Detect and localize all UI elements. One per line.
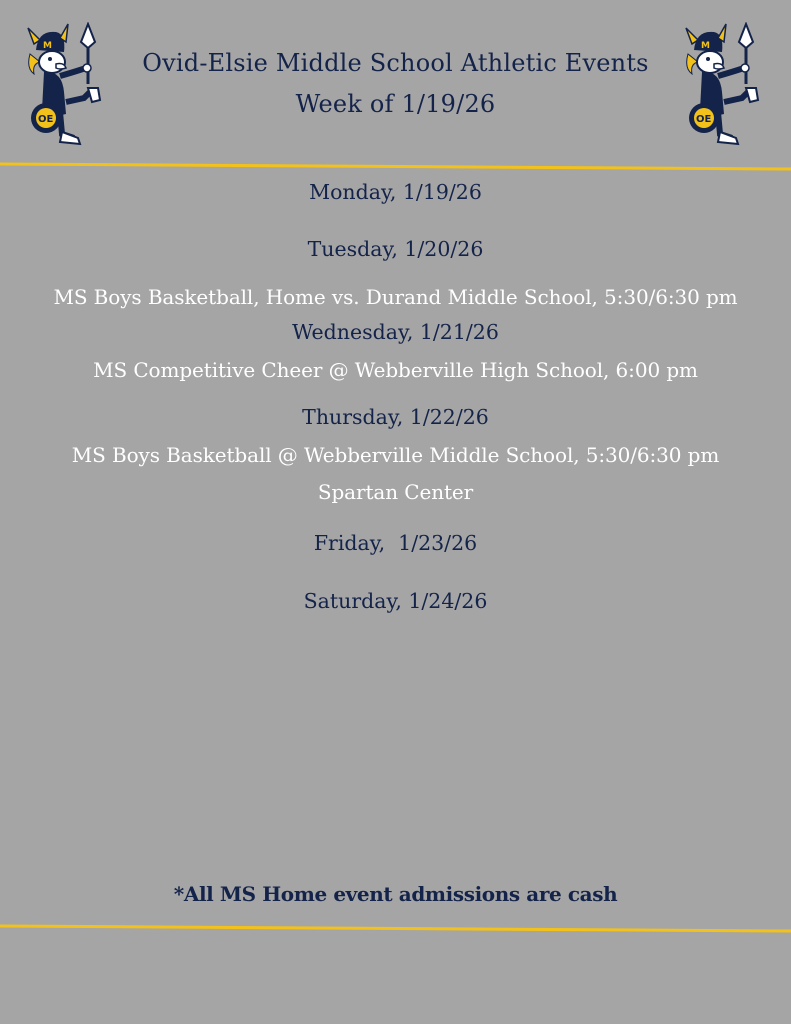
day-heading-monday: Monday, 1/19/26 — [309, 180, 482, 204]
event-item-wednesday-1: MS Competitive Cheer @ Webberville High School, 6:00 pm — [93, 358, 698, 382]
svg-text:M: M — [701, 41, 710, 51]
top-divider — [0, 160, 791, 172]
viking-mascot-icon — [684, 22, 762, 148]
day-heading-wednesday: Wednesday, 1/21/26 — [292, 320, 499, 344]
event-item-thursday-1: MS Boys Basketball @ Webberville Middle School, 5:30/6:30 pm — [71, 443, 720, 467]
bottom-divider — [0, 922, 791, 934]
day-heading-tuesday: Tuesday, 1/20/26 — [307, 237, 484, 261]
admissions-note: *All MS Home event admissions are cash — [173, 882, 618, 906]
viking-mascot-icon — [26, 22, 104, 148]
day-heading-friday: Friday, 1/23/26 — [313, 531, 478, 555]
svg-text:OE: OE — [696, 114, 712, 125]
svg-text:OE: OE — [38, 114, 54, 125]
day-heading-thursday: Thursday, 1/22/26 — [302, 405, 489, 429]
event-item-tuesday-1: MS Boys Basketball, Home vs. Durand Middle School, 5:30/6:30 pm — [53, 285, 738, 309]
page-title: Ovid-Elsie Middle School Athletic Events — [142, 49, 649, 77]
week-subtitle: Week of 1/19/26 — [295, 90, 496, 118]
svg-text:M: M — [43, 41, 52, 51]
event-location-thursday-1: Spartan Center — [317, 480, 474, 504]
day-heading-saturday: Saturday, 1/24/26 — [303, 589, 488, 613]
